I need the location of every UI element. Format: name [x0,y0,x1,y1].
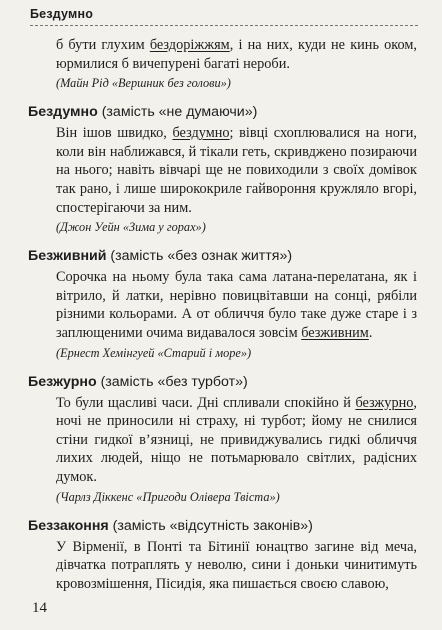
highlighted-word: бездоріжжям [149,37,230,53]
dictionary-entries [28,36,417,606]
entry-headword-line [28,518,417,534]
entry-quote [56,124,417,217]
entry-source: (Ернест Хемінгуей «Старий і море») [56,345,252,360]
header-divider [30,25,418,26]
entry-headword: Беззаконня [28,517,109,534]
entry-quote [56,394,417,487]
quote-text: У Вірменії, в Понті та Бітинії юнацтво загине від меча, дівчатка потраплять у неволю, сини і доньки чинитимуть кровозмішення, Пісидія, яка пишається своєю славою, [56,538,417,592]
dictionary-entry [28,518,417,594]
quote-text: То були щасливі часи. Дні спливали спокійно й [56,394,356,411]
entry-headword-line [28,374,417,390]
entry-body [56,394,417,505]
highlighted-word: безжурно [355,394,414,411]
quote-text: Він ішов швидко, [56,125,173,142]
entry-headword: Бездумно [28,104,98,121]
entry-body [56,538,417,594]
page-number: 14 [32,600,47,616]
quote-text: , ночі не приносили ні страху, ні турбот; йому не снилися стіни гидкої в’язниці, не привиджувались гидкі обличчя лихих людей, ніщо не потьмарювало світлих, радісних думок. [56,394,417,485]
entry-source: (Майн Рід «Вершник без голови») [56,76,231,91]
entry-headword: Безживний [28,248,107,265]
entry-body [56,124,417,235]
highlighted-word: безживним [301,324,369,341]
entry-quote [56,538,417,594]
entry-source: (Чарлз Діккенс «Пригоди Олівера Твіста») [56,489,280,504]
entry-headword: Безжурно [28,373,97,390]
entry-gloss: (замість «без турбот») [96,373,248,390]
entry-gloss: (замість «без ознак життя») [106,248,293,265]
running-header: Бездумно [30,7,94,21]
entry-gloss: (замість «відсутність законів») [108,517,313,534]
entry-quote [56,36,417,73]
dictionary-entry [28,104,417,235]
quote-text: б бути глухим [56,37,150,53]
dictionary-entry [28,36,417,91]
entry-gloss: (замість «не думаючи») [97,104,258,121]
entry-quote [56,268,417,342]
entry-body [56,268,417,360]
quote-text: . [368,324,373,341]
dictionary-entry [28,374,417,505]
highlighted-word: бездумно [172,125,230,142]
dictionary-entry [28,248,417,360]
entry-headword-line [28,104,417,120]
quote-text: ; вівці схоплювалися на ноги, коли він наближався, й тікали геть, скривджено позираючи на нього; навіть вівчарі ще не повиходили з своїх домівок так рано, і лише ширококриле гайвороння кружляло вгорі, спостерігаючи за ним. [56,125,418,216]
quote-text: , і на них, куди не кинь оком, юрмилися б вичепурені багаті нероби. [56,37,417,72]
entry-source: (Джон Уейн «Зима у горах») [56,220,206,235]
entry-headword-line [28,248,417,264]
quote-text: Сорочка на ньому була така сама латана-перелатана, як і вітрило, й латки, нерівно повицвітавши на сонці, рябіли різними кольорами. А от обличчя було таке дуже старе і з заплющеними очима видавалося зовсім [56,269,417,341]
entry-body [56,36,417,91]
